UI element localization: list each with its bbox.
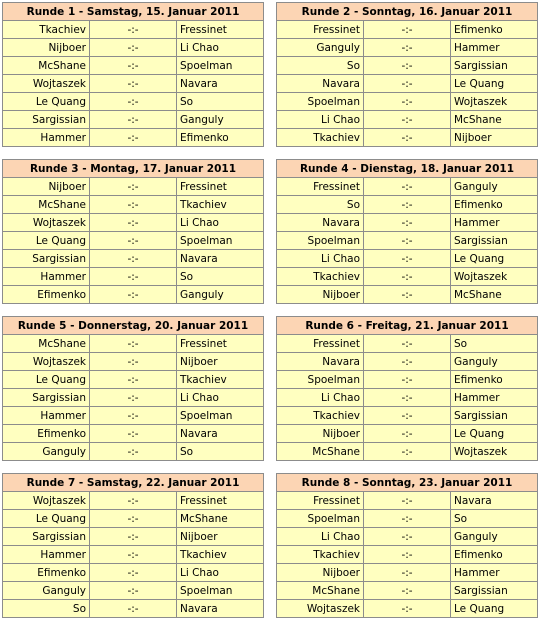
round-table xyxy=(2,159,264,304)
game-row xyxy=(277,21,538,39)
game-result: -:- xyxy=(90,196,177,214)
black-player: Fressinet xyxy=(177,492,264,510)
game-row xyxy=(277,111,538,129)
game-row xyxy=(277,600,538,618)
game-row xyxy=(277,196,538,214)
game-result: -:- xyxy=(364,353,451,371)
black-player: Hammer xyxy=(451,389,538,407)
game-result: -:- xyxy=(364,111,451,129)
white-player: Ganguly xyxy=(277,39,364,57)
black-player: Fressinet xyxy=(177,335,264,353)
white-player: Fressinet xyxy=(277,335,364,353)
game-result: -:- xyxy=(364,39,451,57)
black-player: Nijboer xyxy=(177,528,264,546)
game-row xyxy=(3,39,264,57)
game-result: -:- xyxy=(364,443,451,461)
black-player: Ganguly xyxy=(177,111,264,129)
black-player: Sargissian xyxy=(451,57,538,75)
game-row xyxy=(3,582,264,600)
game-result: -:- xyxy=(90,268,177,286)
white-player: Efimenko xyxy=(3,425,90,443)
black-player: So xyxy=(451,510,538,528)
black-player: Ganguly xyxy=(451,528,538,546)
game-result: -:- xyxy=(364,546,451,564)
game-row xyxy=(277,268,538,286)
game-row xyxy=(277,286,538,304)
game-row xyxy=(3,232,264,250)
white-player: McShane xyxy=(277,582,364,600)
game-result: -:- xyxy=(364,492,451,510)
black-player: Sargissian xyxy=(451,232,538,250)
game-row xyxy=(277,232,538,250)
black-player: Hammer xyxy=(451,39,538,57)
game-result: -:- xyxy=(90,214,177,232)
white-player: Spoelman xyxy=(277,371,364,389)
round-title: Runde 8 - Sonntag, 23. Januar 2011 xyxy=(277,474,538,492)
game-row xyxy=(3,600,264,618)
black-player: Li Chao xyxy=(177,39,264,57)
game-result: -:- xyxy=(90,510,177,528)
game-result: -:- xyxy=(90,425,177,443)
black-player: Nijboer xyxy=(451,129,538,147)
round-table xyxy=(2,2,264,147)
round-header-row xyxy=(277,474,538,492)
game-row xyxy=(3,178,264,196)
game-result: -:- xyxy=(90,178,177,196)
round-table xyxy=(2,473,264,618)
game-result: -:- xyxy=(90,492,177,510)
white-player: Le Quang xyxy=(3,510,90,528)
white-player: Spoelman xyxy=(277,93,364,111)
game-result: -:- xyxy=(90,564,177,582)
game-row xyxy=(3,389,264,407)
white-player: Wojtaszek xyxy=(3,75,90,93)
black-player: Fressinet xyxy=(177,178,264,196)
black-player: Le Quang xyxy=(451,425,538,443)
game-row xyxy=(277,129,538,147)
game-row xyxy=(3,510,264,528)
black-player: Tkachiev xyxy=(177,546,264,564)
white-player: Efimenko xyxy=(3,564,90,582)
game-row xyxy=(277,528,538,546)
game-result: -:- xyxy=(90,407,177,425)
round-table xyxy=(276,159,538,304)
black-player: Spoelman xyxy=(177,232,264,250)
black-player: Navara xyxy=(177,250,264,268)
game-result: -:- xyxy=(364,21,451,39)
game-row xyxy=(277,57,538,75)
black-player: Tkachiev xyxy=(177,371,264,389)
game-result: -:- xyxy=(364,528,451,546)
black-player: McShane xyxy=(451,286,538,304)
black-player: So xyxy=(451,335,538,353)
black-player: Spoelman xyxy=(177,57,264,75)
black-player: Fressinet xyxy=(177,21,264,39)
game-result: -:- xyxy=(364,57,451,75)
white-player: Spoelman xyxy=(277,232,364,250)
game-result: -:- xyxy=(364,178,451,196)
game-result: -:- xyxy=(364,250,451,268)
white-player: McShane xyxy=(277,443,364,461)
game-result: -:- xyxy=(364,196,451,214)
game-row xyxy=(277,75,538,93)
game-result: -:- xyxy=(90,39,177,57)
black-player: McShane xyxy=(451,111,538,129)
white-player: Tkachiev xyxy=(277,407,364,425)
game-result: -:- xyxy=(364,407,451,425)
game-row xyxy=(277,492,538,510)
game-result: -:- xyxy=(364,75,451,93)
round-title: Runde 1 - Samstag, 15. Januar 2011 xyxy=(3,3,264,21)
black-player: So xyxy=(177,93,264,111)
game-result: -:- xyxy=(364,93,451,111)
game-result: -:- xyxy=(90,286,177,304)
game-result: -:- xyxy=(90,335,177,353)
game-row xyxy=(277,425,538,443)
game-row xyxy=(3,286,264,304)
game-row xyxy=(277,335,538,353)
round-header-row xyxy=(3,317,264,335)
game-result: -:- xyxy=(90,582,177,600)
black-player: Navara xyxy=(177,75,264,93)
black-player: Li Chao xyxy=(177,564,264,582)
game-result: -:- xyxy=(90,232,177,250)
game-result: -:- xyxy=(364,389,451,407)
black-player: Spoelman xyxy=(177,407,264,425)
black-player: Li Chao xyxy=(177,389,264,407)
black-player: Spoelman xyxy=(177,582,264,600)
game-row xyxy=(277,510,538,528)
white-player: Li Chao xyxy=(277,111,364,129)
round-table xyxy=(2,316,264,461)
black-player: Efimenko xyxy=(451,371,538,389)
white-player: So xyxy=(277,57,364,75)
white-player: Hammer xyxy=(3,268,90,286)
white-player: Wojtaszek xyxy=(3,492,90,510)
game-row xyxy=(3,250,264,268)
white-player: Sargissian xyxy=(3,111,90,129)
white-player: Sargissian xyxy=(3,389,90,407)
white-player: So xyxy=(3,600,90,618)
round-header-row xyxy=(277,160,538,178)
round-table xyxy=(276,473,538,618)
game-result: -:- xyxy=(364,335,451,353)
round-title: Runde 7 - Samstag, 22. Januar 2011 xyxy=(3,474,264,492)
game-result: -:- xyxy=(364,129,451,147)
white-player: Ganguly xyxy=(3,443,90,461)
round-title: Runde 6 - Freitag, 21. Januar 2011 xyxy=(277,317,538,335)
round-header-row xyxy=(3,3,264,21)
white-player: McShane xyxy=(3,57,90,75)
game-row xyxy=(3,129,264,147)
white-player: Wojtaszek xyxy=(277,600,364,618)
round-title: Runde 5 - Donnerstag, 20. Januar 2011 xyxy=(3,317,264,335)
black-player: Ganguly xyxy=(177,286,264,304)
black-player: Hammer xyxy=(451,214,538,232)
game-result: -:- xyxy=(90,371,177,389)
game-row xyxy=(277,39,538,57)
black-player: Navara xyxy=(451,492,538,510)
white-player: Fressinet xyxy=(277,21,364,39)
white-player: Le Quang xyxy=(3,371,90,389)
game-result: -:- xyxy=(364,600,451,618)
game-row xyxy=(3,371,264,389)
game-result: -:- xyxy=(364,286,451,304)
black-player: Wojtaszek xyxy=(451,443,538,461)
game-row xyxy=(3,268,264,286)
game-result: -:- xyxy=(90,600,177,618)
game-row xyxy=(3,407,264,425)
round-header-row xyxy=(277,3,538,21)
white-player: Navara xyxy=(277,75,364,93)
game-row xyxy=(3,21,264,39)
game-result: -:- xyxy=(364,232,451,250)
game-row xyxy=(3,335,264,353)
black-player: So xyxy=(177,268,264,286)
black-player: Efimenko xyxy=(177,129,264,147)
game-result: -:- xyxy=(364,371,451,389)
white-player: Li Chao xyxy=(277,389,364,407)
white-player: Tkachiev xyxy=(277,129,364,147)
game-result: -:- xyxy=(90,250,177,268)
black-player: Le Quang xyxy=(451,600,538,618)
white-player: Fressinet xyxy=(277,178,364,196)
game-result: -:- xyxy=(90,528,177,546)
black-player: Sargissian xyxy=(451,582,538,600)
white-player: Sargissian xyxy=(3,250,90,268)
white-player: Navara xyxy=(277,353,364,371)
white-player: So xyxy=(277,196,364,214)
game-row xyxy=(3,75,264,93)
game-row xyxy=(3,111,264,129)
white-player: Li Chao xyxy=(277,528,364,546)
white-player: McShane xyxy=(3,196,90,214)
white-player: Wojtaszek xyxy=(3,353,90,371)
game-row xyxy=(3,564,264,582)
white-player: Tkachiev xyxy=(277,268,364,286)
game-result: -:- xyxy=(364,510,451,528)
black-player: Navara xyxy=(177,425,264,443)
game-row xyxy=(277,214,538,232)
game-result: -:- xyxy=(364,214,451,232)
game-result: -:- xyxy=(90,93,177,111)
white-player: Nijboer xyxy=(3,178,90,196)
round-header-row xyxy=(3,160,264,178)
game-result: -:- xyxy=(364,425,451,443)
round-title: Runde 2 - Sonntag, 16. Januar 2011 xyxy=(277,3,538,21)
black-player: Le Quang xyxy=(451,250,538,268)
game-result: -:- xyxy=(90,111,177,129)
white-player: Efimenko xyxy=(3,286,90,304)
game-result: -:- xyxy=(90,389,177,407)
game-row xyxy=(277,250,538,268)
game-result: -:- xyxy=(364,564,451,582)
game-result: -:- xyxy=(364,268,451,286)
game-result: -:- xyxy=(90,353,177,371)
white-player: Nijboer xyxy=(3,39,90,57)
game-row xyxy=(277,93,538,111)
white-player: Spoelman xyxy=(277,510,364,528)
game-row xyxy=(277,353,538,371)
game-row xyxy=(3,353,264,371)
game-result: -:- xyxy=(90,129,177,147)
black-player: Wojtaszek xyxy=(451,268,538,286)
game-row xyxy=(3,93,264,111)
white-player: Hammer xyxy=(3,546,90,564)
game-row xyxy=(277,582,538,600)
black-player: Tkachiev xyxy=(177,196,264,214)
black-player: Sargissian xyxy=(451,407,538,425)
game-row xyxy=(3,57,264,75)
black-player: Wojtaszek xyxy=(451,93,538,111)
black-player: Efimenko xyxy=(451,546,538,564)
game-row xyxy=(277,178,538,196)
game-result: -:- xyxy=(364,582,451,600)
white-player: Nijboer xyxy=(277,564,364,582)
black-player: Navara xyxy=(177,600,264,618)
black-player: Nijboer xyxy=(177,353,264,371)
black-player: Hammer xyxy=(451,564,538,582)
game-row xyxy=(3,528,264,546)
game-row xyxy=(277,407,538,425)
game-result: -:- xyxy=(90,443,177,461)
white-player: Tkachiev xyxy=(3,21,90,39)
round-title: Runde 3 - Montag, 17. Januar 2011 xyxy=(3,160,264,178)
round-table xyxy=(276,316,538,461)
white-player: Fressinet xyxy=(277,492,364,510)
white-player: Wojtaszek xyxy=(3,214,90,232)
game-result: -:- xyxy=(90,75,177,93)
game-row xyxy=(3,492,264,510)
black-player: Ganguly xyxy=(451,178,538,196)
game-row xyxy=(3,196,264,214)
white-player: Ganguly xyxy=(3,582,90,600)
game-result: -:- xyxy=(90,21,177,39)
round-header-row xyxy=(3,474,264,492)
white-player: McShane xyxy=(3,335,90,353)
black-player: Le Quang xyxy=(451,75,538,93)
game-row xyxy=(277,443,538,461)
game-row xyxy=(3,443,264,461)
black-player: Ganguly xyxy=(451,353,538,371)
white-player: Nijboer xyxy=(277,286,364,304)
white-player: Tkachiev xyxy=(277,546,364,564)
white-player: Navara xyxy=(277,214,364,232)
game-result: -:- xyxy=(90,546,177,564)
black-player: Efimenko xyxy=(451,21,538,39)
white-player: Le Quang xyxy=(3,232,90,250)
game-row xyxy=(3,546,264,564)
white-player: Li Chao xyxy=(277,250,364,268)
game-result: -:- xyxy=(90,57,177,75)
white-player: Hammer xyxy=(3,407,90,425)
white-player: Sargissian xyxy=(3,528,90,546)
black-player: Efimenko xyxy=(451,196,538,214)
white-player: Hammer xyxy=(3,129,90,147)
round-title: Runde 4 - Dienstag, 18. Januar 2011 xyxy=(277,160,538,178)
game-row xyxy=(277,371,538,389)
game-row xyxy=(277,546,538,564)
white-player: Le Quang xyxy=(3,93,90,111)
white-player: Nijboer xyxy=(277,425,364,443)
black-player: So xyxy=(177,443,264,461)
round-header-row xyxy=(277,317,538,335)
black-player: Li Chao xyxy=(177,214,264,232)
game-row xyxy=(3,425,264,443)
game-row xyxy=(3,214,264,232)
round-table xyxy=(276,2,538,147)
black-player: McShane xyxy=(177,510,264,528)
game-row xyxy=(277,564,538,582)
game-row xyxy=(277,389,538,407)
